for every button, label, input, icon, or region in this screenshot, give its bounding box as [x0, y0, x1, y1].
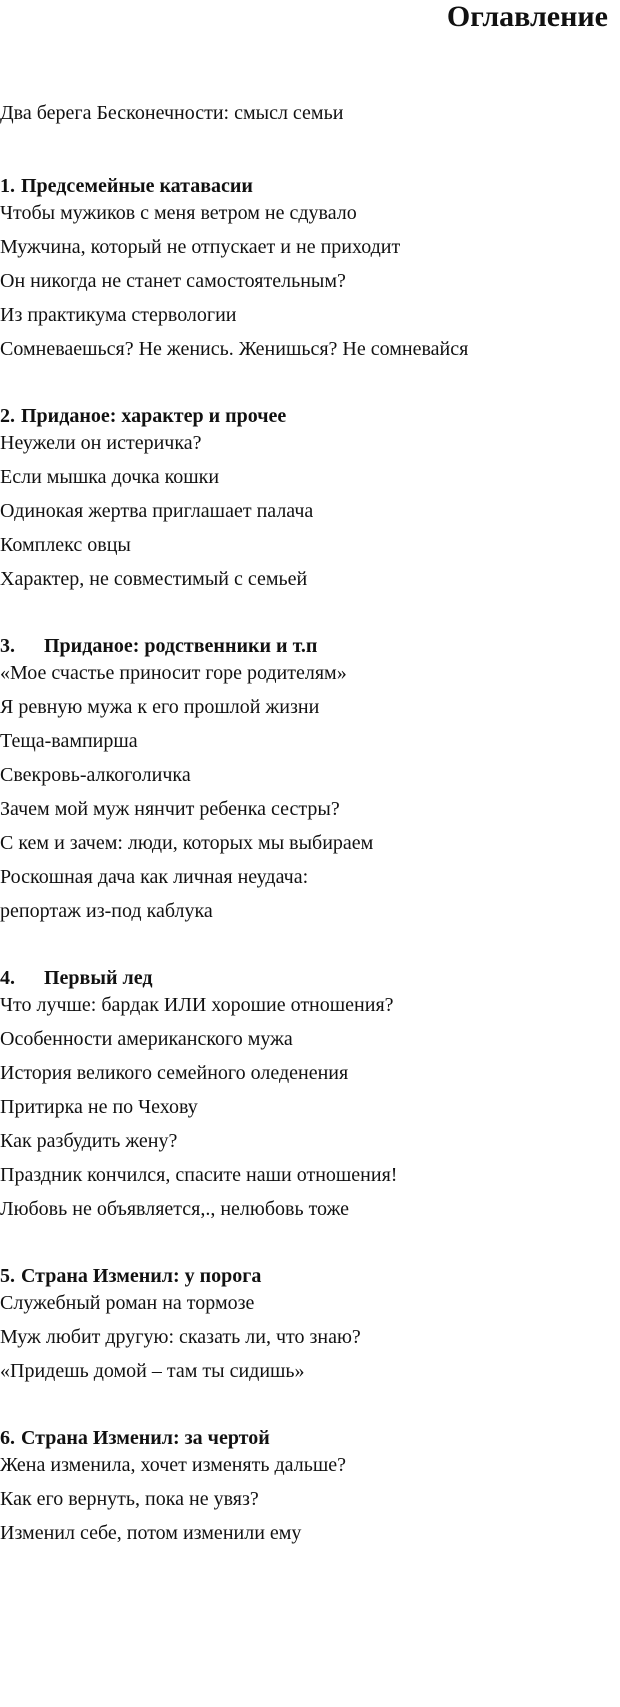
toc-entry: Характер, не совместимый с семьей [0, 568, 308, 590]
section-number: 2. [0, 405, 15, 427]
toc-entry: репортаж из-под каблука [0, 900, 213, 922]
toc-entry: Жена изменила, хочет изменять дальше? [0, 1454, 346, 1476]
toc-entry: Любовь не объявляется,., нелюбовь тоже [0, 1198, 349, 1220]
toc-entry: Из практикума стервологии [0, 304, 237, 326]
toc-entry: Одинокая жертва приглашает палача [0, 500, 314, 522]
toc-entry: Если мышка дочка кошки [0, 466, 220, 488]
toc-entry: Зачем мой муж нянчит ребенка сестры? [0, 798, 340, 820]
toc-section-5 [0, 1262, 610, 1384]
toc-entry: Роскошная дача как личная неудача: [0, 866, 309, 888]
section-number: 5. [0, 1265, 15, 1287]
section-number: 4. [0, 967, 15, 989]
section-heading [0, 632, 610, 660]
section-number: 1. [0, 175, 15, 197]
section-entries [0, 660, 610, 924]
section-title: Предсемейные катавасии [21, 175, 253, 197]
section-entries [0, 430, 610, 592]
toc-section-1 [0, 172, 610, 362]
section-heading [0, 1262, 610, 1290]
toc-entry: С кем и зачем: люди, которых мы выбираем [0, 832, 374, 854]
toc-entry: Неужели он истеричка? [0, 432, 202, 454]
section-heading [0, 402, 610, 430]
section-number: 3. [0, 635, 15, 657]
toc-entry: Он никогда не станет самостоятельным? [0, 270, 346, 292]
intro-line: Два берега Бесконечности: смысл семьи [0, 102, 344, 124]
toc-entry: Праздник кончился, спасите наши отношения! [0, 1164, 398, 1186]
section-heading [0, 964, 610, 992]
toc-section-2 [0, 402, 610, 592]
table-of-contents [0, 172, 610, 1586]
toc-section-4 [0, 964, 610, 1222]
toc-entry: Комплекс овцы [0, 534, 131, 556]
toc-entry: Как разбудить жену? [0, 1130, 178, 1152]
section-entries [0, 1290, 610, 1384]
toc-entry: Что лучше: бардак ИЛИ хорошие отношения? [0, 994, 394, 1016]
section-title: Страна Изменил: у порога [21, 1265, 262, 1287]
toc-entry: Свекровь-алкоголичка [0, 764, 191, 786]
toc-entry: Муж любит другую: сказать ли, что знаю? [0, 1326, 361, 1348]
page-title: Оглавление [446, 0, 608, 33]
section-entries [0, 1452, 610, 1546]
section-title: Приданое: характер и прочее [21, 405, 287, 427]
section-entries [0, 200, 610, 362]
toc-entry: История великого семейного оледенения [0, 1062, 349, 1084]
toc-entry: Чтобы мужиков с меня ветром не сдувало [0, 202, 357, 224]
toc-section-6 [0, 1424, 610, 1546]
toc-entry: Служебный роман на тормозе [0, 1292, 255, 1314]
toc-entry: Притирка не по Чехову [0, 1096, 198, 1118]
section-heading [0, 1424, 610, 1452]
toc-entry: Я ревную мужа к его прошлой жизни [0, 696, 320, 718]
toc-entry: Как его вернуть, пока не увяз? [0, 1488, 259, 1510]
toc-entry: Сомневаешься? Не женись. Женишься? Не сомневайся [0, 338, 469, 360]
toc-entry: Изменил себе, потом изменили ему [0, 1522, 302, 1544]
toc-section-3 [0, 632, 610, 924]
toc-entry: «Мое счастье приносит горе родителям» [0, 662, 347, 684]
toc-entry: «Придешь домой – там ты сидишь» [0, 1360, 305, 1382]
toc-entry: Теща-вампирша [0, 730, 138, 752]
section-heading [0, 172, 610, 200]
toc-entry: Особенности американского мужа [0, 1028, 293, 1050]
section-title: Первый лед [44, 967, 153, 989]
toc-entry: Мужчина, который не отпускает и не приходит [0, 236, 401, 258]
section-title: Приданое: родственники и т.п [44, 635, 318, 657]
section-number: 6. [0, 1427, 15, 1449]
section-entries [0, 992, 610, 1222]
section-title: Страна Изменил: за чертой [21, 1427, 270, 1449]
